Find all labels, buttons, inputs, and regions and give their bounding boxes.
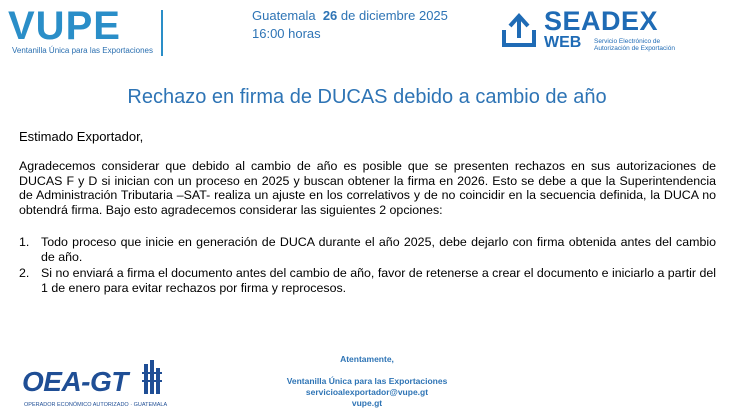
list-item: [19, 266, 716, 296]
list-item-text: Si no enviará a firma el documento antes del cambio de año, favor de retenerse a crear el documento e iniciarlo a partir del 1 de enero para evitar rechazos por firma y reprocesos.: [41, 266, 716, 295]
oea-logo-sub: OPERADOR ECONÓMICO AUTORIZADO · GUATEMALA: [24, 402, 168, 408]
list-item-text: Todo proceso que inicie en generación de DUCA durante el año 2025, debe dejarlo con firma obtenida antes del cambio de año.: [41, 235, 716, 264]
vupe-logo: [8, 6, 158, 56]
list-item: [19, 235, 716, 265]
list-item-number: 2.: [19, 266, 30, 280]
date-line: [252, 7, 448, 25]
date-time-block: [252, 7, 448, 43]
signature-org: Ventanilla Única para las Exportaciones: [286, 376, 448, 386]
seadex-web-logo: [500, 6, 692, 56]
time-line: 16:00 horas: [252, 26, 321, 41]
body-paragraph: Agradecemos considerar que debido al cambio de año es posible que se presenten rechazos en sus autorizaciones de DUCAS F y D si inician con un proceso en 2025 y buscan obtener la firma en 2026. Esto se debe a que la Superintendencia de Administración Tributaria –SAT- realiza un ajuste en los correlativos y de no coincidir en la secuencia definida, la DUCA no obtendrá firma. Bajo esto agradecemos considerar las siguientes 2 opciones:: [19, 159, 716, 217]
greeting: Estimado Exportador,: [19, 129, 144, 144]
tower-icon: [140, 360, 164, 400]
signature-email[interactable]: servicioalexportador@vupe.gt: [305, 387, 429, 397]
seadex-logo-web: WEB: [544, 34, 582, 51]
closing: Atentamente,: [340, 354, 394, 364]
vupe-logo-divider: [161, 10, 163, 56]
list-item-number: 1.: [19, 235, 30, 249]
seadex-logo-word: SEADEX: [544, 6, 659, 36]
date-day: 26: [322, 8, 338, 23]
date-month-year: de diciembre 2025: [340, 8, 448, 23]
upload-icon: [500, 12, 538, 50]
vupe-logo-tagline: Ventanilla Única para las Exportaciones: [12, 46, 153, 55]
document-title: Rechazo en firma de DUCAS debido a cambio de año: [127, 86, 607, 108]
signature-web[interactable]: vupe.gt: [351, 398, 383, 408]
seadex-logo-tagline: Servicio Electrónico de Autorización de Exportación: [594, 38, 675, 52]
vupe-logo-word: VUPE: [8, 4, 121, 48]
date-city: Guatemala: [252, 8, 316, 23]
signature-block: [252, 354, 482, 409]
oea-logo-word: OEA-GT: [22, 366, 128, 397]
oea-gt-logo: [22, 360, 172, 410]
